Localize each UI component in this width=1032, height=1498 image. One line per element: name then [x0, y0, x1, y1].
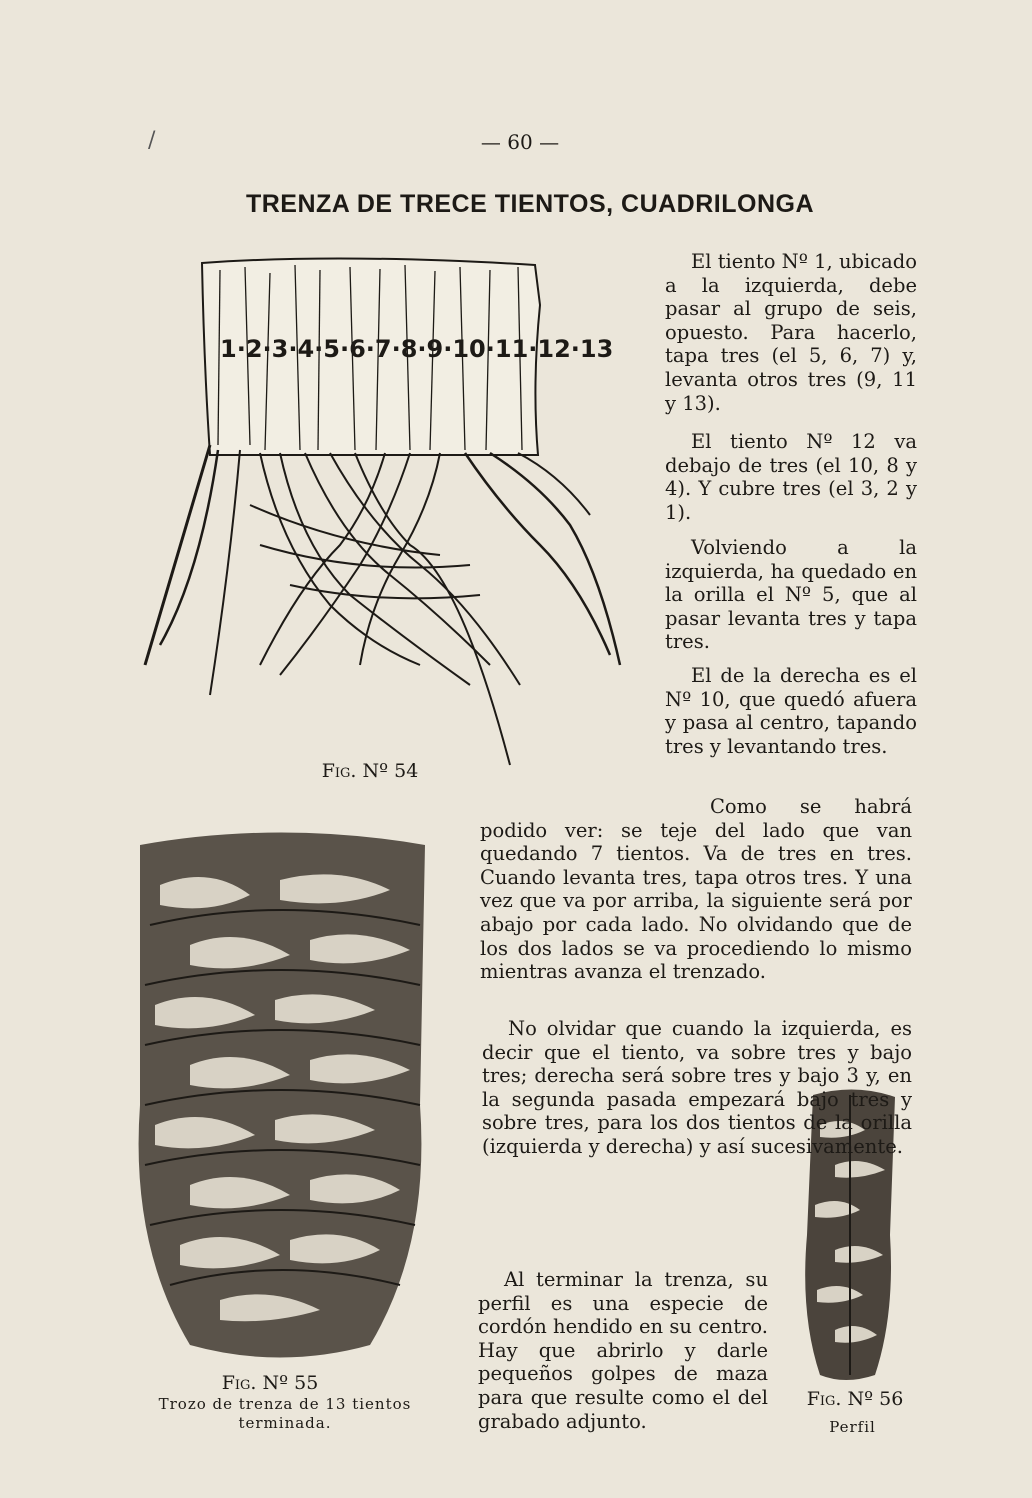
paragraph-3: Volviendo a la izquierda, ha quedado en la orilla el Nº 5, que al pasar levanta tres y tapa tres.	[665, 536, 917, 654]
margin-mark: /	[148, 128, 156, 153]
figure-56-description: Perfil	[829, 1418, 876, 1436]
figure-54-braid-start	[140, 245, 640, 805]
paragraph-6: No olvidar que cuando la izquierda, es decir que el tiento, va sobre tres y bajo tres; derecha será sobre tres y bajo 3 y, en la segunda pasada empezará bajo tres y sobre tres, para los dos tientos de la orilla (izquierda y derecha) y así sucesivamente.	[482, 1017, 912, 1158]
paragraph-5: Como se habrá podido ver: se teje del lado que van quedando 7 tientos. Va de tres en tres. Cuando levanta tres, tapa otros tres. Y una vez que va por arriba, la siguiente será por abajo por cada lado. No olvidando que de los dos lados se va procediendo lo mismo mientras avanza el trenzado.	[480, 795, 912, 984]
paragraph-1: El tiento Nº 1, ubicado a la izquierda, debe pasar al grupo de seis, opuesto. Para hacerlo, tapa tres (el 5, 6, 7) y, levanta otros tres (9, 11 y 13).	[665, 250, 917, 415]
strand-number-labels: 1·2·3·4·5·6·7·8·9·10·11·12·13	[220, 335, 614, 363]
figure-55-finished-braid	[120, 825, 450, 1365]
paragraph-2: El tiento Nº 12 va debajo de tres (el 10, 8 y 4). Y cubre tres (el 3, 2 y 1).	[665, 430, 917, 524]
figure-55-caption: Fig. Nº 55	[221, 1372, 319, 1394]
figure-55-description-line1: Trozo de trenza de 13 tientos	[158, 1395, 412, 1413]
page-number: — 60 —	[480, 130, 560, 154]
figure-56-caption: Fig. Nº 56	[806, 1388, 904, 1410]
paragraph-4: El de la derecha es el Nº 10, que quedó afuera y pasa al centro, tapando tres y levantando tres.	[665, 664, 917, 758]
figure-54-caption: Fig. Nº 54	[321, 760, 419, 782]
paragraph-7: Al terminar la trenza, su perfil es una especie de cordón hendido en su centro. Hay que abrirlo y darle pequeños golpes de maza para que resulte como el del grabado adjunto.	[478, 1268, 768, 1433]
page-title: TRENZA DE TRECE TIENTOS, CUADRILONGA	[245, 190, 814, 218]
figure-55-description-line2: terminada.	[238, 1414, 332, 1432]
